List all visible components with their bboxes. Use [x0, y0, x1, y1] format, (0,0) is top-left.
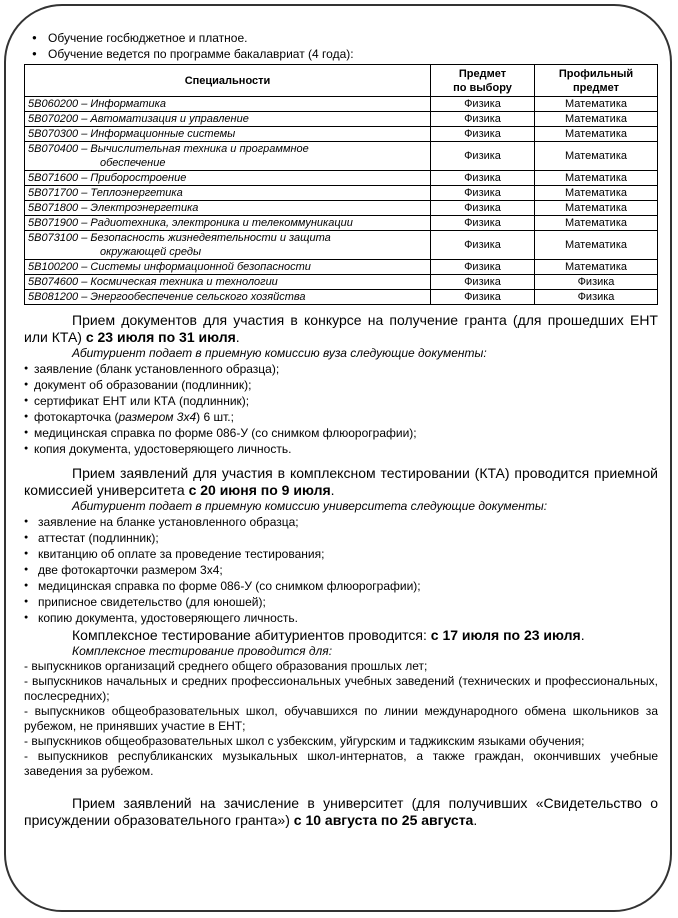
table-row [25, 97, 658, 112]
specialty-cell: 5В073100 – Безопасность жизнедеятельности и защита окружающей среды [25, 231, 431, 260]
profile-subject-cell: Математика [535, 216, 658, 231]
grant-docs-list [24, 361, 658, 457]
specialty-cell: 5В070200 – Автоматизация и управление [25, 112, 431, 127]
elective-subject-cell: Физика [431, 216, 535, 231]
table-row [25, 260, 658, 275]
intro-list [24, 30, 658, 62]
list-item: ● сертификат ЕНТ или КТА (подлинник); [24, 393, 658, 409]
list-item: ● копия документа, удостоверяющего личность. [24, 441, 658, 457]
specialty-cell: 5В100200 – Системы информационной безопасности [25, 260, 431, 275]
header-specialties: Специальности [25, 65, 431, 97]
header-profile-subject: Профильный предмет [535, 65, 658, 97]
profile-subject-cell: Математика [535, 97, 658, 112]
testing-paragraph: Комплексное тестирование абитуриентов проводится: с 17 июля по 23 июля. [72, 627, 585, 643]
specialty-cell: 5В071800 – Электроэнергетика [25, 201, 431, 216]
elective-subject-cell: Физика [431, 290, 535, 305]
table-row [25, 171, 658, 186]
elective-subject-cell: Физика [431, 127, 535, 142]
grant-dates: с 23 июля по 31 июля [85, 329, 236, 345]
testing-group: - выпускников общеобразовательных школ, обучавшихся по линии международного обмена школьников за рубежом, не принявших участие в ЕНТ; [24, 704, 658, 733]
grant-note: Абитуриент подает в приемную комиссию вуза следующие документы: [72, 346, 487, 360]
profile-subject-cell: Математика [535, 171, 658, 186]
specialty-cell: 5В070300 – Информационные системы [25, 127, 431, 142]
profile-subject-cell: Математика [535, 260, 658, 275]
kta-docs-list [24, 514, 658, 626]
table-row [25, 201, 658, 216]
list-item: ● заявление (бланк установленного образца); [24, 361, 658, 377]
list-item: ● копию документа, удостоверяющего личность. [24, 610, 658, 626]
specialties-table [24, 64, 658, 305]
kta-paragraph: Прием заявлений для участия в комплексном тестировании (КТА) проводится приемной комиссией университета с 20 июня по 9 июля. [24, 465, 658, 498]
list-item: ● медицинская справка по форме 086-У (со снимком флюорографии); [24, 425, 658, 441]
elective-subject-cell: Физика [431, 97, 535, 112]
table-row [25, 231, 658, 260]
table-row [25, 290, 658, 305]
profile-subject-cell: Математика [535, 112, 658, 127]
kta-dates: с 20 июня по 9 июля [188, 482, 331, 498]
testing-group: - выпускников начальных и средних профессиональных учебных заведений (технических и профессиональных, послесредних); [24, 674, 658, 703]
grant-paragraph: Прием документов для участия в конкурсе на получение гранта (для прошедших ЕНТ или КТА) с 23 июля по 31 июля. [24, 312, 658, 345]
testing-group: - выпускников общеобразовательных школ с узбекским, уйгурским и таджикским языками обучения; [24, 734, 585, 748]
elective-subject-cell: Физика [431, 275, 535, 290]
intro-item: ● Обучение ведется по программе бакалавриат (4 года): [24, 46, 658, 62]
table-row [25, 112, 658, 127]
specialty-cell: 5В060200 – Информатика [25, 97, 431, 112]
testing-group: - выпускников республиканских музыкальных школ-интернатов, а также граждан, окончивших учебные заведения за рубежом. [24, 749, 658, 778]
list-item: ● квитанцию об оплате за проведение тестирования; [24, 546, 658, 562]
table-row [25, 275, 658, 290]
table-row [25, 142, 658, 171]
table-row [25, 186, 658, 201]
enroll-paragraph: Прием заявлений на зачисление в университет (для получивших «Свидетельство о присуждении образовательного гранта») с 10 августа по 25 августа. [24, 795, 658, 828]
elective-subject-cell: Физика [431, 201, 535, 216]
document-body [24, 30, 658, 829]
list-item: ● медицинская справка по форме 086-У (со снимком флюорографии); [24, 578, 658, 594]
list-item: ● фотокарточка (размером 3х4) 6 шт.; [24, 409, 658, 425]
profile-subject-cell: Физика [535, 290, 658, 305]
table-header-row [25, 65, 658, 97]
list-item: ● приписное свидетельство (для юношей); [24, 594, 658, 610]
specialty-cell: 5В071700 – Теплоэнергетика [25, 186, 431, 201]
list-item: ● документ об образовании (подлинник); [24, 377, 658, 393]
elective-subject-cell: Физика [431, 142, 535, 171]
list-item: ● две фотокарточки размером 3х4; [24, 562, 658, 578]
profile-subject-cell: Математика [535, 142, 658, 171]
header-elective-subject: Предмет по выбору [431, 65, 535, 97]
specialty-cell: 5В071900 – Радиотехника, электроника и телекоммуникации [25, 216, 431, 231]
enroll-dates: с 10 августа по 25 августа [293, 812, 474, 828]
elective-subject-cell: Физика [431, 260, 535, 275]
specialty-cell: 5В070400 – Вычислительная техника и программное обеспечение [25, 142, 431, 171]
profile-subject-cell: Математика [535, 186, 658, 201]
elective-subject-cell: Физика [431, 231, 535, 260]
specialty-cell: 5В074600 – Космическая техника и технологии [25, 275, 431, 290]
testing-dates: с 17 июля по 23 июля [430, 627, 581, 643]
profile-subject-cell: Математика [535, 231, 658, 260]
elective-subject-cell: Физика [431, 112, 535, 127]
intro-item: ● Обучение госбюджетное и платное. [24, 30, 658, 46]
table-row [25, 127, 658, 142]
profile-subject-cell: Математика [535, 127, 658, 142]
profile-subject-cell: Физика [535, 275, 658, 290]
specialty-cell: 5В081200 – Энергообеспечение сельского хозяйства [25, 290, 431, 305]
specialty-cell: 5В071600 – Приборостроение [25, 171, 431, 186]
elective-subject-cell: Физика [431, 171, 535, 186]
testing-group: - выпускников организаций среднего общего образования прошлых лет; [24, 659, 428, 673]
profile-subject-cell: Математика [535, 201, 658, 216]
list-item: ● аттестат (подлинник); [24, 530, 658, 546]
table-row [25, 216, 658, 231]
list-item: ● заявление на бланке установленного образца; [24, 514, 658, 530]
testing-note: Комплексное тестирование проводится для: [72, 644, 333, 658]
kta-note: Абитуриент подает в приемную комиссию университета следующие документы: [72, 499, 548, 513]
elective-subject-cell: Физика [431, 186, 535, 201]
